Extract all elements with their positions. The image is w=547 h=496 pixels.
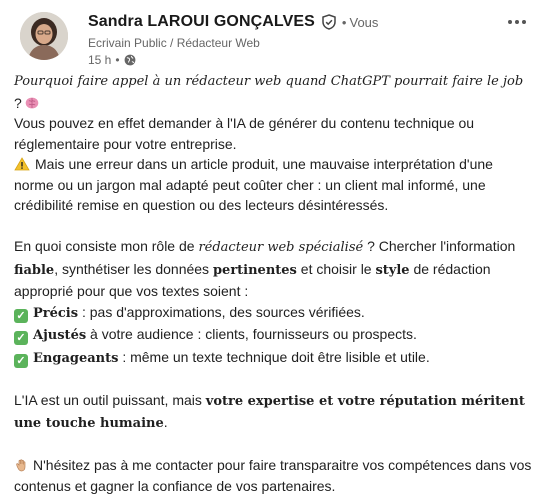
check-mark-emoji: ✓: [14, 331, 28, 345]
bullet-1-text: : pas d'approximations, des sources vérifiées.: [78, 303, 365, 320]
bullet-1: [14, 302, 533, 325]
spacer: [14, 369, 533, 390]
check-mark-emoji: ✓: [14, 309, 28, 323]
author-name[interactable]: Sandra LAROUI GONÇALVES: [88, 13, 315, 30]
connection-separator: •: [341, 14, 347, 30]
bullet-2-text: à votre audience : clients, fournisseurs ou prospects.: [86, 326, 417, 342]
bullet-3-text: : même un texte technique doit être lisible et utile.: [118, 348, 430, 365]
spacer: [14, 435, 533, 456]
globe-icon: [124, 54, 136, 66]
author-name-line: [88, 10, 493, 34]
avatar-photo: [20, 12, 68, 60]
p4-bold: votre expertise et votre réputation méritent une touche humaine: [14, 393, 525, 431]
p4-text: L'IA est un outil puissant, mais: [14, 391, 206, 408]
more-options-icon: [507, 19, 527, 25]
paragraph-5: [14, 455, 533, 496]
p3-bold-3: style: [375, 262, 410, 278]
time-separator: •: [115, 53, 120, 67]
paragraph-1: Vous pouvez en effet demander à l'IA de générer du contenu technique ou réglementaire pour votre entreprise.: [14, 115, 475, 152]
p3-text-a: En quoi consiste mon rôle de: [14, 238, 199, 254]
post-meta: [88, 52, 493, 68]
bullet-2-bold: Ajustés: [33, 328, 87, 343]
verified-shield-icon: [321, 14, 337, 30]
author-info: [88, 10, 493, 68]
paragraph-2-text: Mais une erreur dans un article produit, une mauvaise interprétation d'une norme ou un jargon mal adapté peut coûter cher : un client mal informé, une crédibilité remise en question ou des lecteurs désintéressés.: [14, 156, 493, 213]
post-body: [14, 70, 533, 496]
p3-text-c: , synthétiser les données: [54, 260, 213, 277]
paragraph-3: [14, 236, 533, 302]
p4-end: .: [163, 414, 168, 430]
p3-text-b: ? Chercher l'information: [363, 238, 516, 254]
question-text: Pourquoi faire appel à un rédacteur web quand ChatGPT pourrait faire le job: [14, 74, 524, 89]
spacer: [14, 216, 533, 237]
connection-degree: Vous: [349, 14, 379, 30]
author-avatar[interactable]: [20, 12, 68, 60]
bullet-3-bold: Engageants: [33, 350, 119, 366]
brain-emoji: [25, 95, 39, 109]
p3-italic: rédacteur web spécialisé: [198, 240, 364, 255]
p3-text-e: de rédaction approprié pour que vos textes soient :: [14, 260, 491, 299]
question-mark: ?: [14, 94, 22, 111]
post-time: 15 h: [88, 53, 112, 67]
post-header: [14, 10, 533, 66]
paragraph-2: [14, 154, 533, 216]
p3-bold-1: fiable: [14, 262, 55, 278]
check-mark-emoji: ✓: [14, 354, 28, 368]
bullet-3: [14, 347, 533, 370]
paragraph-4: [14, 390, 533, 435]
warning-emoji: [14, 156, 30, 170]
p3-bold-2: pertinentes: [212, 262, 297, 278]
paragraph-5-text: N'hésitez pas à me contacter pour faire transparaitre vos compétences dans vos contenus et gagner la confiance de vos partenaires.: [14, 457, 532, 494]
p3-text-d: et choisir le: [296, 260, 376, 277]
bullet-1-bold: Précis: [33, 305, 79, 321]
more-options-button[interactable]: [501, 10, 533, 34]
bullet-2: [14, 324, 533, 347]
question-paragraph: [14, 70, 533, 113]
author-headline: Ecrivain Public / Rédacteur Web: [88, 36, 260, 50]
